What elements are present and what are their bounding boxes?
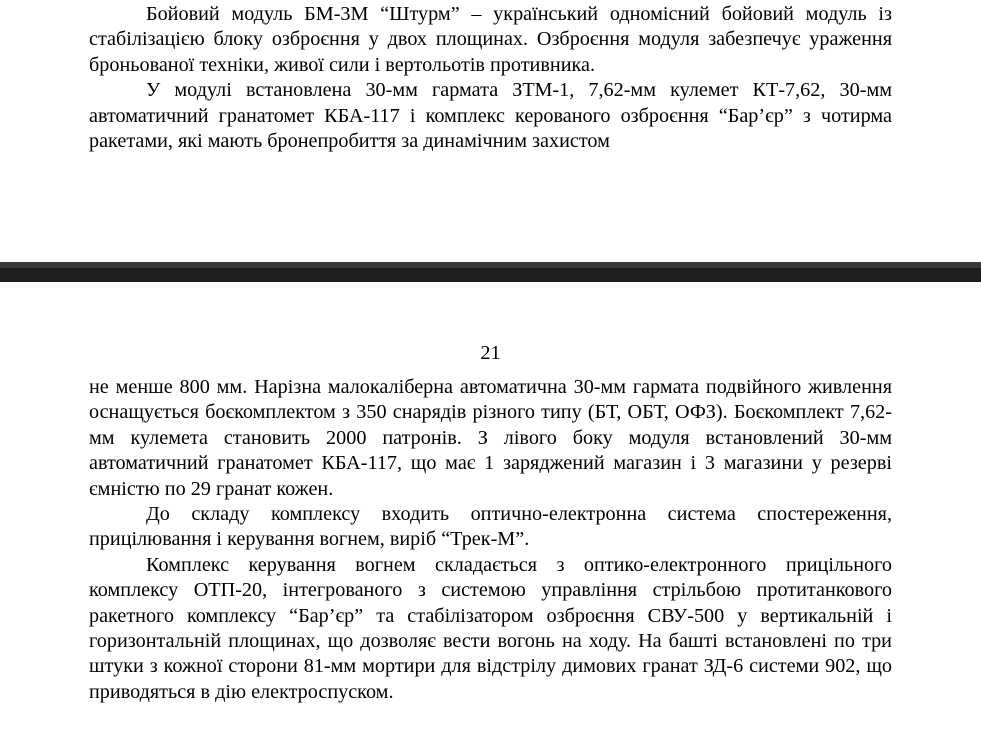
paragraph: Комплекс керування вогнем складається з оптико-електронного прицільного комплексу ОТП-20, інтегрованого з системою управління стрільбою протитанкового ракетного комплексу “Бар’єр” та стабілізатором озброєння СВУ-500 у вертикальній і горизонтальній площинах, що дозволяє вести вогонь на ходу. На башті встановлені по три штуки з кожної сторони 81-мм мортири для відстрілу димових гранат ЗД-6 системи 902, що приводяться в дію електроспуском. <box>89 553 892 703</box>
page-body-text <box>89 375 892 705</box>
paragraph: До складу комплексу входить оптично-електронна система спостереження, прицілювання і керування вогнем, виріб “Трек-М”. <box>89 503 892 551</box>
page-body-text <box>89 2 892 154</box>
paragraph: У модулі встановлена 30-мм гармата ЗТМ-1, 7,62-мм кулемет КТ-7,62, 30-мм автоматичний гранатомет КБА-117 і комплекс керованого озброєння “Бар’єр” з чотирма ракетами, які мають бронепробиття за динамічним захистом <box>89 79 892 153</box>
paragraph: не менше 800 мм. Нарізна малокаліберна автоматична 30-мм гармата подвійного живлення оснащується боєкомплектом з 350 снарядів різного типу (БТ, ОБТ, ОФЗ). Боєкомплект 7,62-мм кулемета становить 2000 патронів. З лівого боку модуля встановлений 30-мм автоматичний гранатомет КБА-117, що має 1 заряджений магазин і 3 магазини у резерві ємністю по 29 гранат кожен. <box>89 376 892 500</box>
document-page-top <box>0 0 981 262</box>
page-separator <box>0 262 981 282</box>
document-page-bottom <box>0 282 981 752</box>
paragraph: Бойовий модуль БМ-3М “Штурм” – український одномісний бойовий модуль із стабілізацією блоку озброєння у двох площинах. Озброєння модуля забезпечує ураження броньованої техніки, живої сили і вертольотів противника. <box>89 3 892 76</box>
page-number: 21 <box>480 342 501 364</box>
